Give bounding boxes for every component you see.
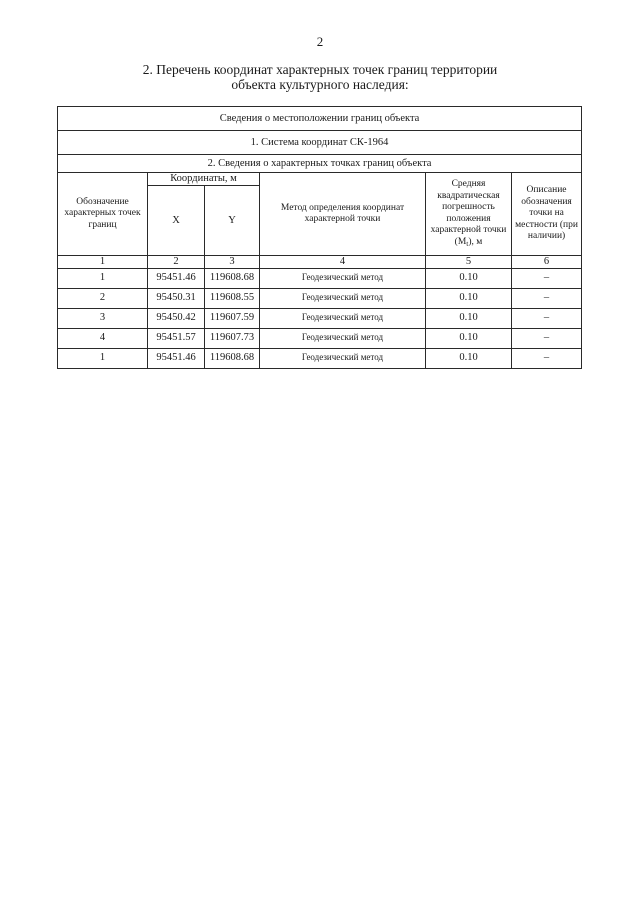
header-y: Y [205, 186, 260, 256]
y-cell: 119607.73 [205, 328, 260, 348]
method-cell: Геодезический метод [260, 288, 426, 308]
x-cell: 95450.31 [148, 288, 205, 308]
method-cell: Геодезический метод [260, 328, 426, 348]
y-cell: 119608.68 [205, 268, 260, 288]
rms-cell: 0.10 [426, 288, 512, 308]
header-rms-sub: t [466, 238, 469, 248]
header-method: Метод определения координат характерной точки [260, 173, 426, 256]
title-line-2: объекта культурного наследия: [231, 77, 409, 92]
x-cell: 95451.46 [148, 348, 205, 368]
point-cell: 4 [58, 328, 148, 348]
header-rms [426, 173, 512, 256]
rms-cell: 0.10 [426, 308, 512, 328]
column-number: 3 [205, 256, 260, 269]
method-cell: Геодезический метод [260, 268, 426, 288]
column-number: 5 [426, 256, 512, 269]
description-cell: – [512, 268, 582, 288]
x-cell: 95451.57 [148, 328, 205, 348]
column-number: 4 [260, 256, 426, 269]
column-number: 2 [148, 256, 205, 269]
description-cell: – [512, 348, 582, 368]
point-cell: 1 [58, 268, 148, 288]
rms-cell: 0.10 [426, 328, 512, 348]
page-number: 2 [316, 34, 324, 49]
description-cell: – [512, 288, 582, 308]
description-cell: – [512, 328, 582, 348]
points-header: 2. Сведения о характерных точках границ объекта [58, 155, 582, 173]
header-coordinates: Координаты, м [148, 173, 260, 186]
point-cell: 3 [58, 308, 148, 328]
header-x: X [148, 186, 205, 256]
title-line-1: 2. Перечень координат характерных точек границ территории [142, 62, 498, 77]
table-row [58, 268, 582, 288]
header-point-designation: Обозначение характерных точек границ [58, 173, 148, 256]
table-row [58, 308, 582, 328]
rms-cell: 0.10 [426, 348, 512, 368]
method-cell: Геодезический метод [260, 308, 426, 328]
coordinates-table [57, 106, 582, 369]
y-cell: 119607.59 [205, 308, 260, 328]
table-row [58, 288, 582, 308]
coordinate-system: 1. Система координат СК-1964 [58, 131, 582, 155]
document-title [100, 62, 540, 92]
point-cell: 1 [58, 348, 148, 368]
method-cell: Геодезический метод [260, 348, 426, 368]
table-row [58, 328, 582, 348]
column-number: 6 [512, 256, 582, 269]
rms-cell: 0.10 [426, 268, 512, 288]
table-row [58, 348, 582, 368]
x-cell: 95451.46 [148, 268, 205, 288]
header-rms-main: Средняя квадратическая погрешность положения характерной точки (M [430, 179, 507, 247]
description-cell: – [512, 308, 582, 328]
point-cell: 2 [58, 288, 148, 308]
x-cell: 95450.42 [148, 308, 205, 328]
section-header: Сведения о местоположении границ объекта [58, 107, 582, 131]
header-description: Описание обозначения точки на местности (при наличии) [512, 173, 582, 256]
column-number: 1 [58, 256, 148, 269]
header-rms-tail: ), м [468, 236, 483, 247]
y-cell: 119608.68 [205, 348, 260, 368]
y-cell: 119608.55 [205, 288, 260, 308]
